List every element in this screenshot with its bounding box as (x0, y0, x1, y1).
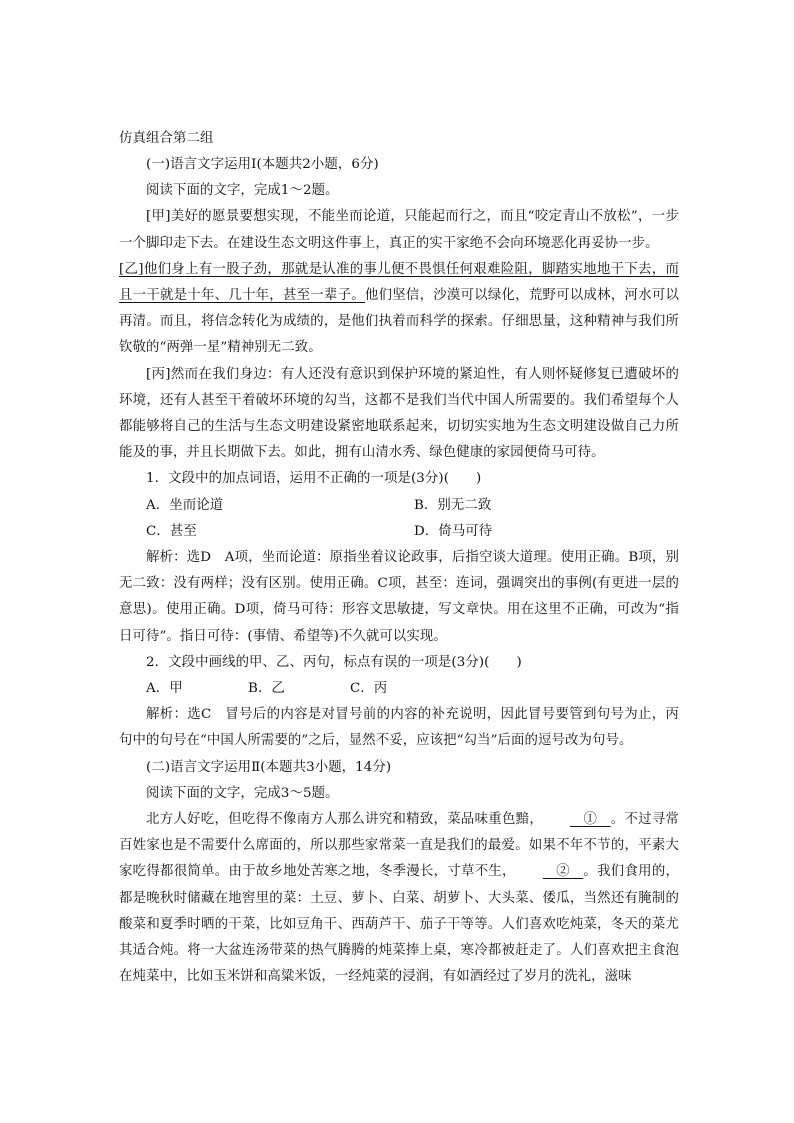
option-c: C．甚至 (146, 523, 197, 539)
passage-part-1: 北方人好吃，但吃得不像南方人那么讲究和精致，菜品味重色黯， (146, 812, 544, 828)
section1-heading: (一)语言文字运用Ⅰ(本题共2小题，6分) (146, 157, 379, 172)
passage-paragraph (119, 807, 679, 990)
blank-1: ① (570, 812, 611, 828)
question-1-options-row-1 (119, 493, 679, 519)
passage-part-2: 。不过寻常百姓家也是不需要什么席面的，所以那些家常菜一直是我们的最爱。如果不年不节的，平素大家吃得都很简单。由于故乡地处苦寒之地，冬季漫长，寸草不生， (119, 812, 680, 880)
document-page (119, 126, 679, 991)
option-b: B．别无二致 (414, 497, 492, 513)
option-b: B．乙 (248, 681, 285, 697)
question-2-analysis: 解析：选C 冒号后的内容是对冒号前的内容的补充说明，因此冒号要管到句号为止，丙句中的句号在“中国人所需要的”之后，显然不妥，应该把“勾当”后面的逗号改为句号。 (119, 707, 679, 749)
passage-part-3: 。我们食用的，都是晚秋时储藏在地窖里的菜：土豆、萝卜、白菜、胡萝卜、大头菜、倭瓜，当然还有腌制的酸菜和夏季时晒的干菜，比如豆角干、西葫芦干、茄子干等等。人们喜欢吃炖菜，冬天的菜尤其适合炖。将一大盆连汤带菜的热气腾腾的炖菜捧上桌，寒冷都被赶走了。人们喜欢把主食泡在炖菜中，比如玉米饼和高粱米饭，一经炖菜的浸润，有如酒经过了岁月的洗礼，滋味 (119, 864, 679, 985)
blank-2: ② (542, 864, 584, 880)
option-d: D．倚马可待 (414, 523, 493, 539)
paragraph-yi-rest: 他们坚信，沙漠可以绿化，荒野可以成林，河水可以再清。而且，将信念转化为成绩的，是他们执着而科学的探索。仔细思量，这种精神与我们所钦敬的“两弹一星”精神别无二致。 (119, 288, 679, 356)
section1-instruction: 阅读下面的文字，完成1～2题。 (146, 183, 339, 199)
section2-instruction: 阅读下面的文字，完成3～5题。 (146, 785, 339, 801)
option-a: A．甲 (146, 681, 183, 697)
paragraph-yi (119, 257, 679, 362)
option-c: C．丙 (350, 681, 388, 697)
question-1-stem: 1．文段中的加点词语，运用不正确的一项是(3分)( ) (146, 471, 482, 487)
underlined-sentence-yi: [乙]他们身上有一股子劲，那就是认准的事儿便不畏惧任何艰难险阻，脚踏实地地干下去，而且一干就是十年、几十年，甚至一辈子。 (119, 261, 679, 304)
option-a: A．坐而论道 (146, 497, 224, 513)
question-1-options-row-2 (119, 519, 679, 545)
question-1-analysis: 解析：选D A项，坐而论道：原指坐着议论政事，后指空谈大道理。使用正确。B项，别无二致：没有两样；没有区别。使用正确。C项，甚至：连词，强调突出的事例(有更进一层的意思)。使用正确。D项，倚马可待：形容文思敏捷，写文章快。用在这里不正确，可改为“指日可待”。指日可待：(事情、希望等)不久就可以实现。 (119, 550, 679, 644)
page-title: 仿真组合第二组 (119, 131, 214, 146)
question-2-options (119, 676, 679, 702)
paragraph-bing: [丙]然而在我们身边：有人还没有意识到保护环境的紧迫性，有人则怀疑修复已遭破坏的环境，还有人甚至干着破坏环境的勾当，这都不是我们当代中国人所需要的。我们希望每个人都能够将自己的生活与生态文明建设紧密地联系起来，切切实实地为生态文明建设做自己力所能及的事，并且长期做下去。如此，拥有山清水秀、绿色健康的家园便倚马可待。 (119, 366, 679, 461)
paragraph-jia: [甲]美好的愿景要想实现，不能坐而论道，只能起而行之，而且“咬定青山不放松”，一步一个脚印走下去。在建设生态文明这件事上，真正的实干家绝不会向环境恶化再妥协一步。 (119, 209, 679, 251)
question-2-stem: 2．文段中画线的甲、乙、丙句，标点有误的一项是(3分)( ) (146, 654, 522, 670)
section2-heading: (二)语言文字运用Ⅱ(本题共3小题，14分) (146, 759, 392, 775)
